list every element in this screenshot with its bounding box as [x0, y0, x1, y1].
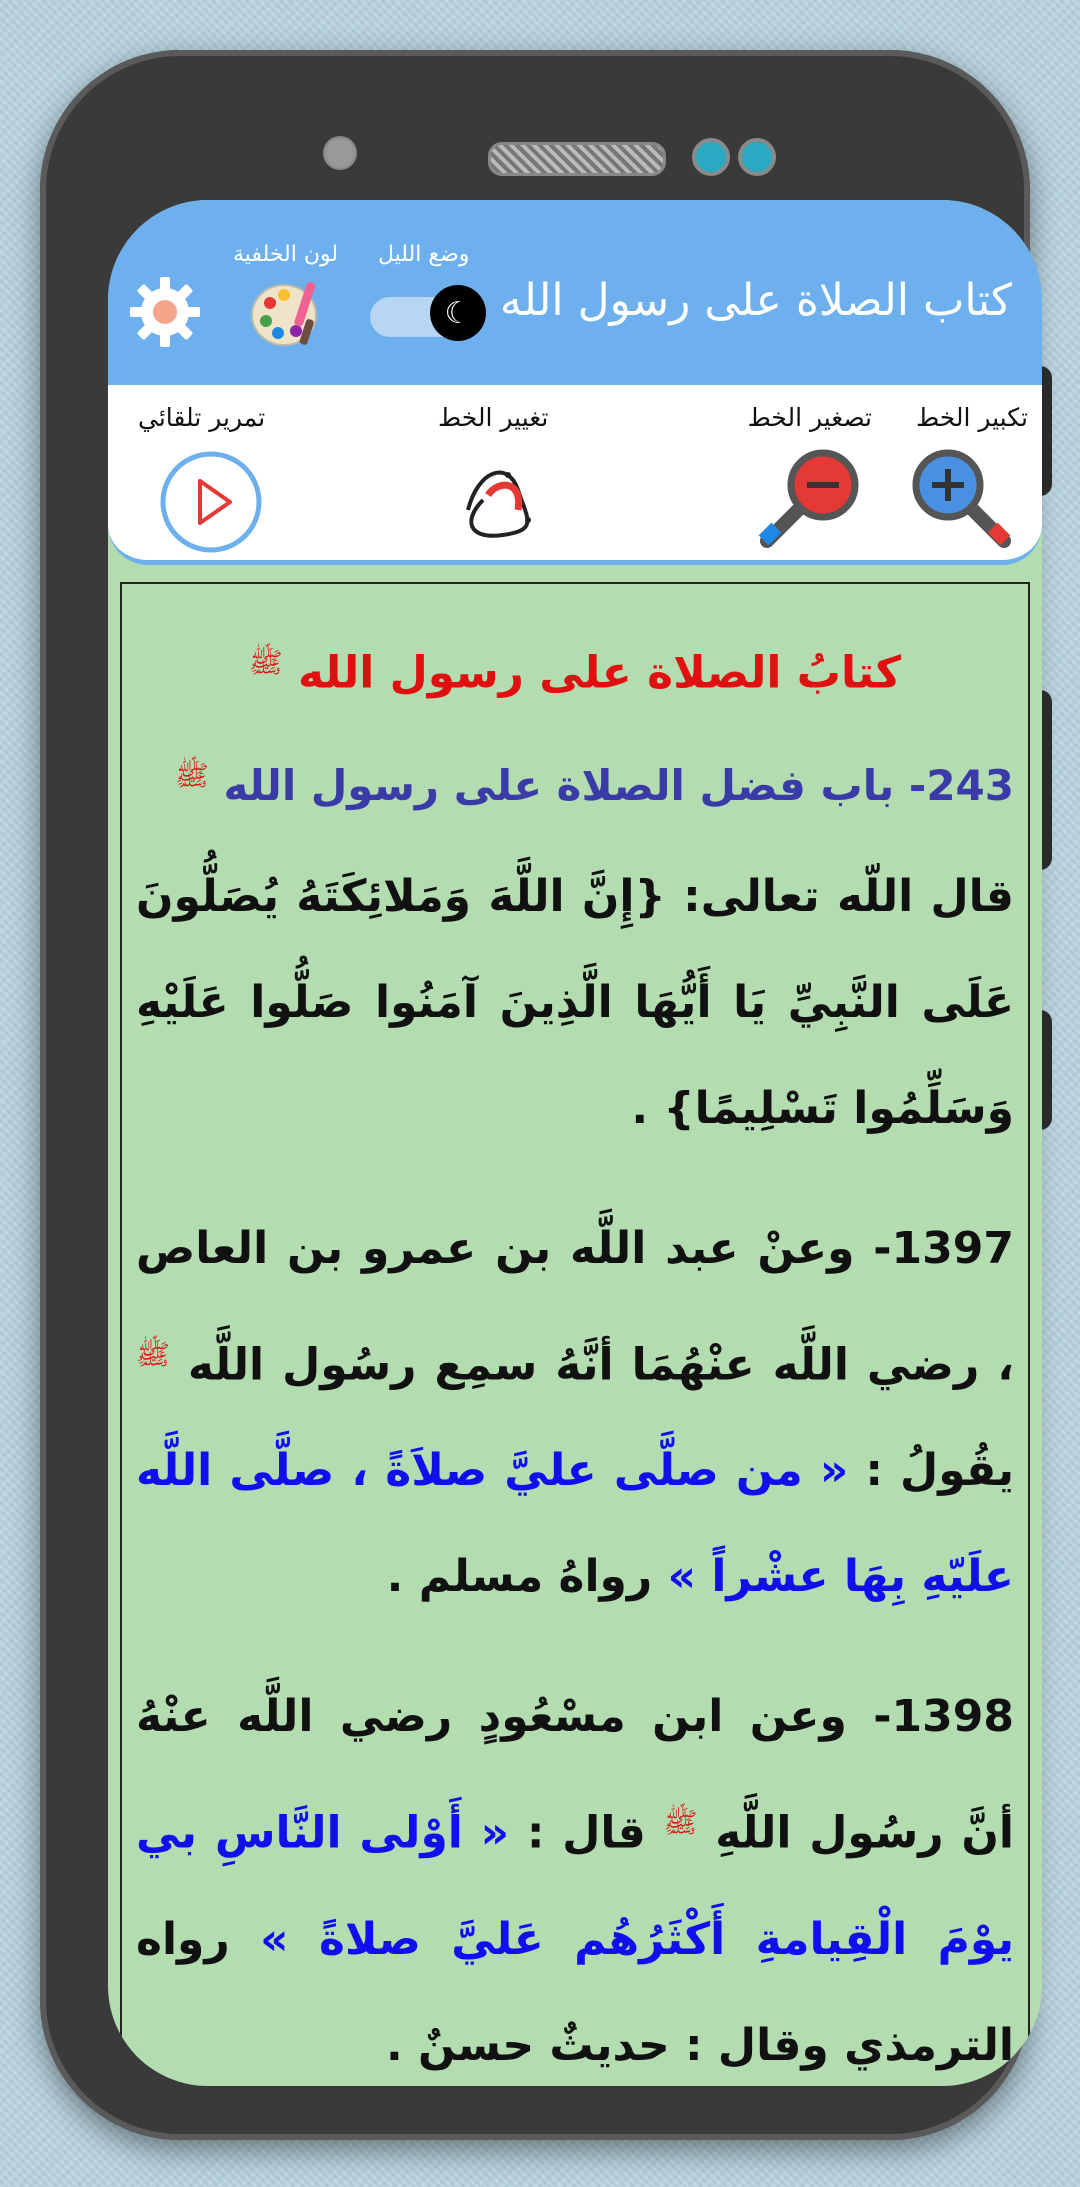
screen — [108, 200, 1042, 2086]
zoom-out-label: تصغير الخط — [747, 403, 872, 432]
palette-icon[interactable] — [250, 275, 326, 351]
gear-icon[interactable] — [128, 275, 202, 349]
change-font-label: تغيير الخط — [438, 403, 549, 432]
chapter-title — [136, 759, 1014, 810]
hadith-1397 — [136, 1196, 1014, 1631]
book-title-text: كتابُ الصلاة على رسول الله — [298, 647, 902, 699]
phone-frame — [40, 50, 1030, 2140]
chapter-title-text: 243- باب فضل الصلاة على رسول الله — [223, 760, 1014, 810]
app-bar — [108, 200, 1042, 385]
salawat-symbol: ﷺ — [248, 646, 283, 679]
calligraphy-font-icon[interactable] — [448, 450, 558, 550]
hadith-source: رواه الترمذي وقال : حديثٌ حسنٌ . — [136, 1913, 1014, 2071]
moon-icon[interactable]: ☾ — [430, 285, 486, 341]
sensor-icon — [692, 138, 730, 176]
autoscroll-label: تمرير تلقائي — [138, 403, 266, 432]
reading-content[interactable] — [120, 582, 1030, 2086]
hadith-text: 1397- وعنْ عبد اللَّه بن عمرو بن العاص ، رضي اللَّه عنْهُمَا أنَّهُ سمِع رسُول اللَّه — [136, 1222, 1014, 1391]
salawat-symbol: ﷺ — [663, 1806, 698, 1840]
quran-verse-paragraph: قال اللّه تعالى: {إِنَّ اللَّهَ وَمَلائِكَتَهُ يُصَلُّونَ عَلَى النَّبِيِّ يَا أَيُّهَا الَّذِينَ آمَنُوا صَلُّوا عَلَيْهِ وَسَلِّمُوا تَسْلِيمًا} . — [136, 870, 1014, 1134]
background-color-label: لون الخلفية — [233, 242, 339, 267]
hadith-text: قال : — [526, 1807, 646, 1859]
zoom-in-icon[interactable] — [908, 445, 1018, 555]
hadith-quote: « من صلَّى عليَّ صلاَةً ، صلَّى اللَّه علَيّهِ بِهَا عشْراً » — [136, 1445, 1014, 1603]
zoom-in-label: تكبير الخط — [915, 403, 1028, 432]
play-icon[interactable] — [156, 447, 266, 557]
hadith-text: يقُولُ : — [865, 1445, 1014, 1497]
hadith-quote: « أَوْلى النَّاسِ بي يوْمَ الْقِيامةِ أَكْثَرُهُم عَليَّ صلاةً » — [136, 1807, 1014, 1965]
font-toolbar — [108, 385, 1042, 565]
zoom-out-icon[interactable] — [753, 445, 863, 555]
book-title — [136, 646, 1014, 699]
salawat-symbol: ﷺ — [136, 1337, 170, 1371]
front-camera — [323, 136, 357, 170]
hadith-source: رواهُ مسلم . — [386, 1551, 653, 1603]
salawat-symbol: ﷺ — [174, 758, 209, 792]
sensor-icon — [738, 138, 776, 176]
night-mode-label: وضع الليل — [378, 242, 470, 267]
hadith-text: 1398- وعن ابن مسْعُودٍ رضي اللَّه عنْهُ أنَّ رسُول اللَّهِ — [136, 1691, 1014, 1859]
hadith-1398 — [136, 1664, 1014, 2086]
app-title: كتاب الصلاة على رسول الله — [499, 275, 1012, 326]
earpiece-speaker — [488, 142, 666, 176]
